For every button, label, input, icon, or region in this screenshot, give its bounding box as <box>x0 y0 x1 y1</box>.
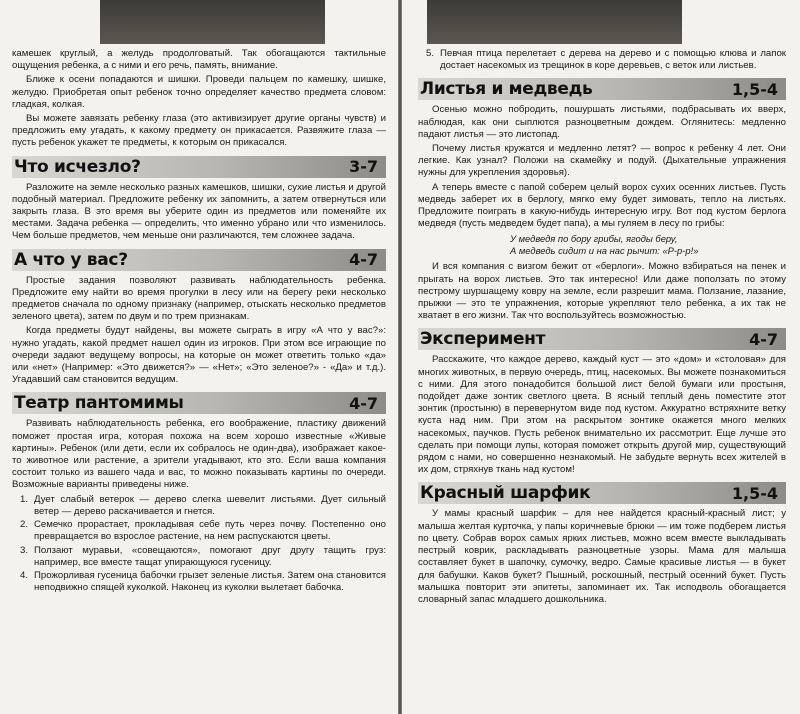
list-item <box>12 570 386 594</box>
list-text: Семечко прорастает, прокладывая себе путь через почву. Постепенно оно превращается во взрослое растение, на нем распускаются цветы. <box>34 519 386 543</box>
continued-steps-list <box>418 48 786 72</box>
age-range: 1,5-4 <box>731 79 778 99</box>
list-item <box>12 494 386 518</box>
right-page <box>402 0 800 714</box>
section-paragraph: Расскажите, что каждое дерево, каждый куст — это «дом» и «столовая» для многих животных, в первую очередь, птиц, насекомых. Вы можете познакомиться с ними. Для этого понадобится большой лист белой бумаги или простыня, подойдет даже зонтик светлого цвета. В ясный теплый день поместите этот зонтик (простыню) в перевернутом виде под кустом. Аккуратно встряхните ветку куста над ним. При этом на раскрытом зонтике окажется много мелких насекомых, паучков. Пусть ребенок внимательно их рассмотрит. Еще лучше это сделать при помощи лупы, которая поможет открыть другой мир, существующий рядом с нами, но совершенно незнакомый. Не забудьте вернуть всех жителей в их дом, стряхнув ткань над кустом! <box>418 354 786 476</box>
intro-paragraph: Вы можете завязать ребенку глаза (это активизирует другие органы чувств) и предложить ему угадать, к какому предмету он прикасается. Развяжите глаза — пусть ребенок укажет те предметы, к которым он прикасался. <box>12 113 386 149</box>
list-number: 4. <box>19 569 28 581</box>
left-page <box>0 0 398 714</box>
age-range: 4-7 <box>349 393 378 413</box>
section-heading-red-scarf <box>418 482 786 504</box>
age-range: 4-7 <box>349 250 378 270</box>
section-paragraph: Разложите на земле несколько разных камешков, шишки, сухие листья и другой подобный материал. Предложите ребенку их запомнить, а затем отвернуться или закрыть глаза. В это время вы уберите один из предметов или поменяйте их местами. Задача ребенка — определить, что именно убрано или что изменилось. Чем больше предметов, чем меньше они различаются, тем сложнее задача. <box>12 181 386 242</box>
section-title: Эксперимент <box>420 329 546 350</box>
intro-paragraph: Ближе к осени попадаются и шишки. Проведи пальцем по камешку, шишке, желудю. Приобретая опыт ребенок точно определяет качество предмета словом: гладкая, колкая. <box>12 74 386 110</box>
poem-verse <box>510 233 786 257</box>
list-number: 2. <box>19 519 28 531</box>
age-range: 3-7 <box>349 157 378 177</box>
section-heading-leaves-and-bear <box>418 78 786 100</box>
list-text: Певчая птица перелетает с дерева на дерево и с помощью клюва и лапок достает насекомых из трещинок в коре деревьев, с веток или листьев. <box>440 48 786 72</box>
section-title: А что у вас? <box>14 249 128 270</box>
section-heading-what-disappeared <box>12 156 386 178</box>
section-title: Что исчезло? <box>14 156 141 177</box>
section-paragraph: Простые задания позволяют развивать наблюдательность ребенка. Предложите ему найти во время прогулки в лесу или на берегу реки несколько предметов сначала по одному признаку (например, отыскать несколько предметов зеленого цвета), затем по двум и по трем признакам. <box>12 274 386 323</box>
section-heading-pantomime-theater <box>12 392 386 414</box>
poem-line: А медведь сидит и на нас рычит: «Р-р-р!» <box>510 245 699 257</box>
photo-strip-left <box>100 0 325 44</box>
section-paragraph: И вся компания с визгом бежит от «берлоги». Можно взбираться на пенек и прыгать на ворох листьев. Это так интересно! Или даже поползать по этому пестрому шуршащему ковру на земле, если разрешит мама. Ползание, лазание, прыжки — это те упражнения, которые укрепляют тело ребенка, а их так не хватает в его жизни. Так что воспользуйтесь возможностью. <box>418 261 786 322</box>
intro-paragraph: камешек круглый, а желудь продолговатый. Так обогащаются тактильные ощущения ребенка, а с ними и его речь, память, внимание. <box>12 48 386 72</box>
list-item <box>418 48 786 72</box>
list-text: Ползают муравьи, «совещаются», помогают друг другу тащить груз: например, все вместе тащат упирающуюся гусеницу. <box>34 544 386 568</box>
section-paragraph: У мамы красный шарфик – для нее найдется красный-красный лист; у малыша желтая курточка, у папы коричневые брюки — им тоже подберем листья по цвету. Собрав ворох самых ярких листьев, можно всем вместе выкладывать пестрый коврик, раскладывать разноцветные узоры. Мама для малыша составляет букет в шапочку, сумочку, ведро. Самые красивые листья — в букет для бабушки. Каков букет? Пышный, роскошный, пестрый осенний букет. Пусть малышка повторит эти эпитеты, запоминает их. Так исподволь обогащается словарный запас младшего дошкольника. <box>418 508 786 605</box>
list-text: Прожорливая гусеница бабочки грызет зеленые листья. Затем она становится неподвижно спящей куколкой. Наконец из куколки вылетает бабочка. <box>34 569 386 594</box>
right-page-content <box>418 48 786 714</box>
section-paragraph: Осенью можно побродить, пошуршать листьями, подбрасывать их вверх, наблюдая, как они сыплются разноцветным дождем. Оглянитесь: медленно падают листья — это листопад. <box>418 104 786 140</box>
list-item <box>12 519 386 543</box>
poem-line: У медведя по бору грибы, ягоды беру, <box>510 233 678 245</box>
age-range: 4-7 <box>749 329 778 349</box>
section-heading-what-do-you-have <box>12 249 386 271</box>
pantomime-steps-list <box>12 494 386 595</box>
section-paragraph: А теперь вместе с папой соберем целый ворох сухих осенних листьев. Пусть медведь заберет их в берлогу, мягко ему будет зимовать, тепло на листьях. Предложите поиграть в какую-нибудь интересную игру. Вот под кустом берлога медведя (пусть медведем будет папа), а мы гуляем в лесу по грибы: <box>418 181 786 230</box>
section-paragraph: Когда предметы будут найдены, вы можете сыграть в игру «А что у вас?»: нужно угадать, какой предмет нашел один из игроков. При этом все играющие по очереди задают ведущему вопросы, на которые он может ответить только «да» или «нет» (Например: «Это движется?» — «Нет»; «Это зеленое?» - «Да» и т.д.). Угадавший сам становится ведущим. <box>12 325 386 386</box>
age-range: 1,5-4 <box>731 483 778 503</box>
section-heading-experiment <box>418 328 786 350</box>
photo-strip-right <box>427 0 682 44</box>
section-title: Театр пантомимы <box>14 393 184 414</box>
left-page-content <box>12 48 386 714</box>
section-paragraph: Почему листья кружатся и медленно летят? — вопрос к ребенку 4 лет. Они легкие. Как узнал? Положи на скамейку и подуй. (Дыхательные упражнения нужны для укрепления здоровья). <box>418 143 786 179</box>
list-number: 1. <box>19 493 28 505</box>
section-paragraph: Развивать наблюдательность ребенка, его воображение, пластику движений поможет простая игра, которая похожа на всем хорошо известные «Живые картины». Ребенок (или дети, если их собралось не один-два), изображает какое-то животное или растение, а зрители угадывают, кто это. Если ваша компания состоит только из вашего чада и вас, то можно показывать картины по очереди. Возможные варианты приведены ниже. <box>12 418 386 491</box>
list-number: 3. <box>19 544 28 556</box>
list-number: 5. <box>425 48 434 59</box>
section-title: Листья и медведь <box>420 79 593 100</box>
list-item <box>12 545 386 569</box>
section-title: Красный шарфик <box>420 483 591 504</box>
list-text: Дует слабый ветерок — дерево слегка шевелит листьями. Дует сильный ветер — дерево раскачивается и гнется. <box>34 493 386 517</box>
